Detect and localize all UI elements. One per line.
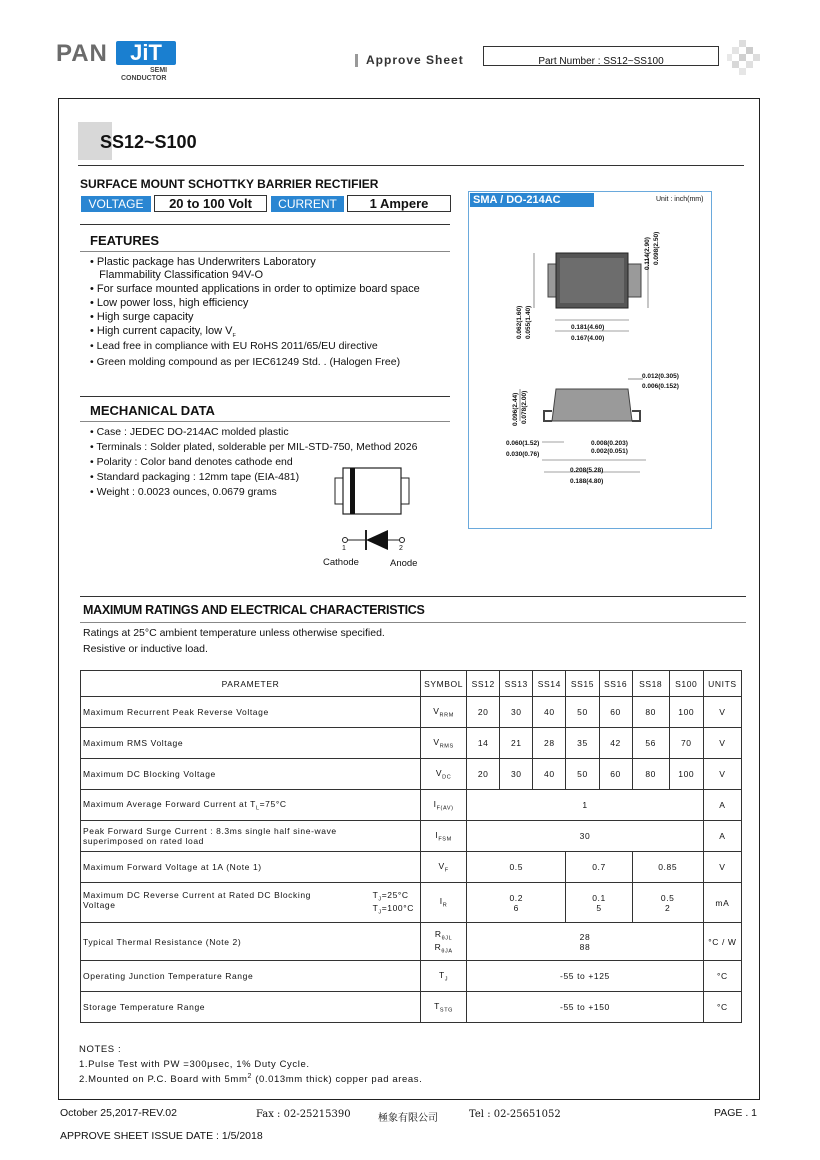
current-tag: CURRENT xyxy=(271,196,344,212)
cell: 20 xyxy=(467,759,500,790)
unit-vdc: V xyxy=(703,759,741,790)
dim-lead2: 0.006(0.152) xyxy=(642,383,679,390)
cell: 0.1 xyxy=(592,892,606,903)
cell: 42 xyxy=(599,728,632,759)
sym-ifsm xyxy=(421,821,467,852)
page-number: PAGE . 1 xyxy=(714,1107,757,1119)
sym-vdc xyxy=(421,759,467,790)
th-parameter: PARAMETER xyxy=(81,671,421,697)
table-row xyxy=(81,790,742,821)
note-2-sup: 2 xyxy=(247,1073,252,1080)
dim-lead1: 0.012(0.305) xyxy=(642,373,679,380)
cell: 80 xyxy=(632,759,669,790)
cell: 14 xyxy=(467,728,500,759)
sym-rth2-sub: θJA xyxy=(441,948,453,955)
table-row xyxy=(81,961,742,992)
cell: 0.7 xyxy=(566,852,632,883)
param-tstg: Storage Temperature Range xyxy=(81,992,421,1023)
cell: 60 xyxy=(599,697,632,728)
logo-conductor-text: CONDUCTOR xyxy=(121,75,167,82)
table-row xyxy=(81,852,742,883)
cell: 50 xyxy=(566,697,599,728)
table-row xyxy=(81,883,742,923)
logo-jit-text: JiT xyxy=(116,41,176,65)
dim-w1: 0.181(4.60) xyxy=(571,324,605,331)
dim-w2: 0.167(4.00) xyxy=(571,335,605,342)
dim-g2: 0.002(0.051) xyxy=(591,448,628,455)
feature-item: • Green molding compound as per IEC61249 Std. . (Halogen Free) xyxy=(90,356,401,368)
mechanical-item: • Weight : 0.0023 ounces, 0.0679 grams xyxy=(90,486,277,498)
sym-vf xyxy=(421,852,467,883)
feature-item-text: • High current capacity, low V xyxy=(90,325,233,337)
sym-rth1-sub: θJL xyxy=(441,935,453,942)
device-outline-icon xyxy=(328,466,418,526)
table-row xyxy=(81,759,742,790)
dim-l1: 0.208(5.28) xyxy=(570,467,604,474)
param-ifav-a: Maximum Average Forward Current at T xyxy=(83,798,256,809)
cell-tj: -55 to +125 xyxy=(467,961,704,992)
cell: 30 xyxy=(500,759,533,790)
cell-ir-2 xyxy=(566,883,632,923)
dim-g1: 0.008(0.203) xyxy=(591,440,628,447)
sym-ir-main: I xyxy=(439,896,443,907)
feature-item: • Lead free in compliance with EU RoHS 2011/65/EU directive xyxy=(90,340,378,352)
cell: 60 xyxy=(599,759,632,790)
cell: 0.5 xyxy=(467,852,566,883)
cell: 56 xyxy=(632,728,669,759)
dim-f1: 0.060(1.52) xyxy=(506,440,540,447)
sym-tj-sub: J xyxy=(444,976,449,983)
dim-t1: 0.062(1.60) xyxy=(516,305,523,339)
th-symbol: SYMBOL xyxy=(421,671,467,697)
ir-t2: T xyxy=(372,902,379,913)
table-row xyxy=(81,728,742,759)
company-name: 極象有限公司 xyxy=(378,1113,438,1124)
sym-ifsm-sub: FSM xyxy=(438,836,452,843)
package-unit: Unit : inch(mm) xyxy=(656,196,704,203)
feature-item: Flammability Classification 94V-O xyxy=(90,269,263,281)
logo-semi-text: SEMI xyxy=(150,67,168,74)
logo-pan-text: PAN xyxy=(56,40,108,67)
package-tag: SMA / DO-214AC xyxy=(470,193,594,207)
table-row xyxy=(81,992,742,1023)
sym-ifav-sub: F(AV) xyxy=(436,805,454,812)
cell: 0.2 xyxy=(509,892,524,903)
cell: 40 xyxy=(533,697,566,728)
dim-l2: 0.188(4.80) xyxy=(570,478,604,485)
sym-vrrm xyxy=(421,697,467,728)
features-underline xyxy=(80,251,450,252)
param-vf: Maximum Forward Voltage at 1A (Note 1) xyxy=(81,852,421,883)
cell-ir-1 xyxy=(467,883,566,923)
unit-rth: °C / W xyxy=(703,923,741,961)
unit-tstg: °C xyxy=(703,992,741,1023)
cell: 100 xyxy=(669,759,703,790)
param-vrms: Maximum RMS Voltage xyxy=(81,728,421,759)
sym-ifav-main: I xyxy=(433,798,437,809)
cell: 70 xyxy=(669,728,703,759)
feature-item xyxy=(90,324,460,339)
mechanical-item: • Case : JEDEC DO-214AC molded plastic xyxy=(90,426,289,438)
th-ss18: SS18 xyxy=(632,671,669,697)
sym-ifav xyxy=(421,790,467,821)
ir-t1: T xyxy=(372,889,379,900)
feature-item: • Plastic package has Underwriters Laboratory xyxy=(90,256,316,268)
unit-tj: °C xyxy=(703,961,741,992)
part-number-text: Part Number : SS12~SS100 xyxy=(538,56,664,67)
param-ir-a: Maximum DC Reverse Current at Rated DC Blocking xyxy=(83,889,312,900)
cell-ifav: 1 xyxy=(467,790,704,821)
cell-rth xyxy=(467,923,704,961)
th-ss16: SS16 xyxy=(599,671,632,697)
sym-vf-main: V xyxy=(438,860,445,871)
package-outline-icon xyxy=(468,207,712,497)
param-rth: Typical Thermal Resistance (Note 2) xyxy=(81,923,421,961)
sym-vrms xyxy=(421,728,467,759)
ratings-divider xyxy=(80,596,746,597)
features-heading: FEATURES xyxy=(90,233,160,248)
cell: 0.5 xyxy=(660,892,675,903)
param-ifsm-a: Peak Forward Surge Current : 8.3ms single half sine-wave xyxy=(83,826,337,836)
ir-t1-val: =25°C xyxy=(381,889,409,900)
unit-ifsm: A xyxy=(703,821,741,852)
mechanical-item: • Standard packaging : 12mm tape (EIA-481) xyxy=(90,471,300,483)
feature-item: • For surface mounted applications in order to optimize board space xyxy=(90,283,420,295)
voltage-tag: VOLTAGE xyxy=(81,196,151,212)
sym-vdc-main: V xyxy=(435,767,443,778)
note-1: 1.Pulse Test with PW =300μsec, 1% Duty Cycle. xyxy=(79,1059,310,1070)
table-row xyxy=(81,821,742,852)
diode-symbol-icon xyxy=(336,528,416,554)
voltage-value: 20 to 100 Volt xyxy=(154,195,267,212)
sym-tstg-sub: STG xyxy=(439,1007,454,1014)
param-ir xyxy=(81,883,421,923)
sym-rth2: R xyxy=(434,941,442,952)
sym-rth1: R xyxy=(434,928,442,939)
sym-tj-main: T xyxy=(439,969,445,980)
cell: 28 xyxy=(579,931,591,942)
mechanical-underline xyxy=(80,421,450,422)
param-ir-b: Voltage xyxy=(83,899,116,910)
param-ifsm-b: superimposed on rated load xyxy=(83,836,204,846)
sym-rth xyxy=(421,923,467,961)
ir-t2-val: =100°C xyxy=(381,902,415,913)
pin1-label: 1 xyxy=(342,545,346,552)
checker-pattern-icon xyxy=(727,40,761,76)
ir-t2-sub: J xyxy=(378,909,382,916)
feature-item: • Low power loss, high efficiency xyxy=(90,297,249,309)
cell: 80 xyxy=(632,697,669,728)
tel-number: Tel : 02-25651052 xyxy=(469,1109,561,1120)
dim-h1: 0.114(2.90) xyxy=(644,237,651,270)
sym-vf-sub: F xyxy=(444,867,449,874)
th-units: UNITS xyxy=(703,671,741,697)
mechanical-item: • Polarity : Color band denotes cathode end xyxy=(90,456,293,468)
part-number-box xyxy=(483,46,719,66)
spec-table xyxy=(80,670,742,1023)
th-ss15: SS15 xyxy=(566,671,599,697)
note-2 xyxy=(79,1073,422,1085)
cell: 40 xyxy=(533,759,566,790)
mechanical-item: • Terminals : Solder plated, solderable per MIL-STD-750, Method 2026 xyxy=(90,441,418,453)
cathode-label: Cathode xyxy=(323,557,359,568)
param-vdc: Maximum DC Blocking Voltage xyxy=(81,759,421,790)
cell: 20 xyxy=(467,697,500,728)
cell: 28 xyxy=(533,728,566,759)
sym-vrms-main: V xyxy=(433,736,440,747)
ratings-heading: MAXIMUM RATINGS AND ELECTRICAL CHARACTERISTICS xyxy=(83,603,425,617)
feature-item: • High surge capacity xyxy=(90,311,194,323)
cell: 6 xyxy=(513,902,519,913)
table-header-row xyxy=(81,671,742,697)
sym-ifsm-main: I xyxy=(435,829,439,840)
note-2-b: (0.013mm thick) copper pad areas. xyxy=(251,1074,423,1086)
unit-vrrm: V xyxy=(703,697,741,728)
pin2-label: 2 xyxy=(399,545,403,552)
cell-tstg: -55 to +150 xyxy=(467,992,704,1023)
sym-ir-sub: R xyxy=(442,902,448,909)
dim-h2: 0.098(2.50) xyxy=(653,231,660,265)
features-divider xyxy=(80,224,450,225)
sym-vrrm-sub: RRM xyxy=(439,712,454,719)
vf-subscript: F xyxy=(232,333,236,340)
mechanical-heading: MECHANICAL DATA xyxy=(90,403,215,418)
title-divider xyxy=(78,165,744,166)
cell: 30 xyxy=(500,697,533,728)
cell: 100 xyxy=(669,697,703,728)
notes-heading: NOTES : xyxy=(79,1044,122,1055)
sym-tstg xyxy=(421,992,467,1023)
param-tj: Operating Junction Temperature Range xyxy=(81,961,421,992)
dim-t2: 0.055(1.40) xyxy=(525,305,532,339)
cell: 2 xyxy=(665,902,671,913)
dim-sh1: 0.096(2.44) xyxy=(512,392,519,426)
cell-ifsm: 30 xyxy=(467,821,704,852)
current-value: 1 Ampere xyxy=(347,195,451,212)
cell-ir-3 xyxy=(632,883,703,923)
sym-vrms-sub: RMS xyxy=(439,743,454,750)
unit-vrms: V xyxy=(703,728,741,759)
param-ifav xyxy=(81,790,421,821)
th-ss12: SS12 xyxy=(467,671,500,697)
unit-ifav: A xyxy=(703,790,741,821)
fax-number: Fax : 02-25215390 xyxy=(256,1109,351,1120)
th-ss13: SS13 xyxy=(500,671,533,697)
cell: 0.85 xyxy=(632,852,703,883)
unit-vf: V xyxy=(703,852,741,883)
param-ifav-b: =75°C xyxy=(259,798,287,809)
cell: 88 xyxy=(579,941,591,952)
ratings-note-1: Ratings at 25°C ambient temperature unless otherwise specified. xyxy=(83,627,385,639)
revision-date: October 25,2017-REV.02 xyxy=(60,1107,177,1119)
sym-ir xyxy=(421,883,467,923)
note-2-a: 2.Mounted on P.C. Board with 5mm xyxy=(79,1074,248,1086)
param-ifsm xyxy=(81,821,421,852)
sym-vdc-sub: DC xyxy=(442,774,452,781)
features-list xyxy=(90,255,460,369)
issue-date: APPROVE SHEET ISSUE DATE : 1/5/2018 xyxy=(60,1130,263,1142)
ratings-underline xyxy=(80,622,746,623)
dim-sh2: 0.078(2.00) xyxy=(521,390,528,424)
cell: 5 xyxy=(596,902,602,913)
th-ss14: SS14 xyxy=(533,671,566,697)
dim-f2: 0.030(0.76) xyxy=(506,451,540,458)
sym-tj xyxy=(421,961,467,992)
sym-vrrm-main: V xyxy=(433,705,440,716)
approve-sheet-label: Approve Sheet xyxy=(366,53,464,67)
param-ifav-sub: L xyxy=(255,805,260,812)
cell: 50 xyxy=(566,759,599,790)
th-s100: S100 xyxy=(669,671,703,697)
mechanical-divider xyxy=(80,396,450,397)
table-row xyxy=(81,923,742,961)
anode-label: Anode xyxy=(390,558,418,569)
param-vrrm: Maximum Recurrent Peak Reverse Voltage xyxy=(81,697,421,728)
ratings-note-2: Resistive or inductive load. xyxy=(83,643,208,655)
table-row xyxy=(81,697,742,728)
cell: 21 xyxy=(500,728,533,759)
unit-ir: mA xyxy=(703,883,741,923)
sym-tstg-main: T xyxy=(434,1000,440,1011)
approve-marker xyxy=(355,54,358,67)
product-subtitle: SURFACE MOUNT SCHOTTKY BARRIER RECTIFIER xyxy=(80,177,379,191)
cell: 35 xyxy=(566,728,599,759)
page-title: SS12~S100 xyxy=(100,132,197,152)
ir-t1-sub: J xyxy=(378,896,382,903)
